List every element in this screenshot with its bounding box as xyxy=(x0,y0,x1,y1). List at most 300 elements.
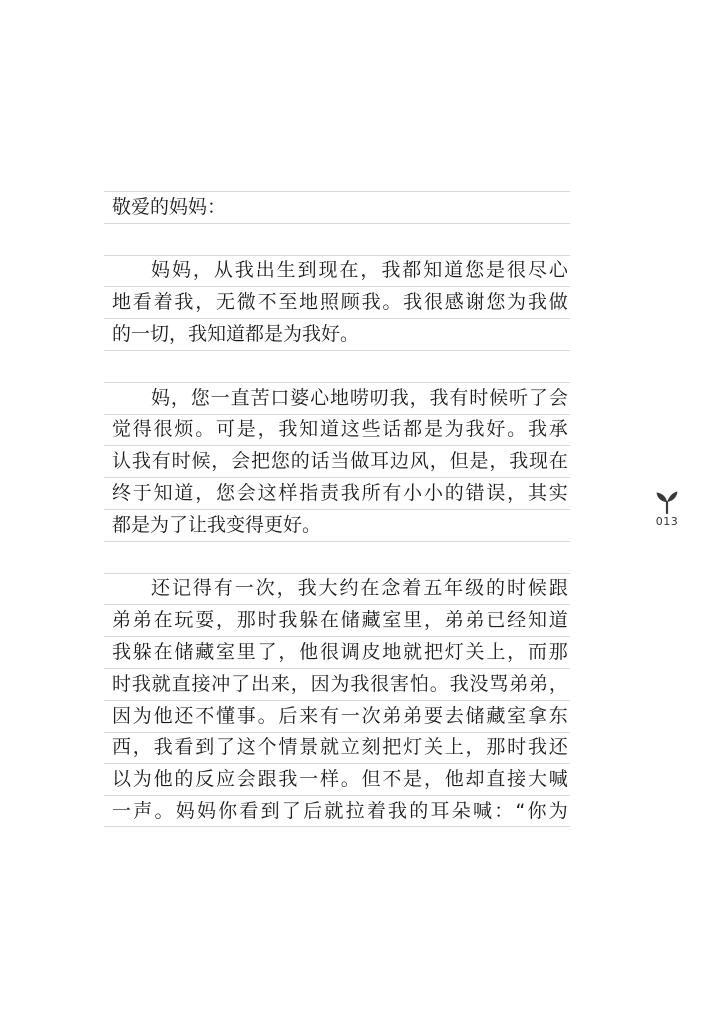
text-line xyxy=(104,382,570,414)
letter-body xyxy=(104,191,570,827)
glyph: 话 xyxy=(310,450,330,473)
glyph: 我 xyxy=(278,768,298,791)
glyph: 我 xyxy=(112,641,132,664)
glyph: 就 xyxy=(151,672,171,695)
sprout-icon xyxy=(654,490,680,514)
glyph: 看 xyxy=(239,799,259,822)
glyph: 跟 xyxy=(257,768,277,791)
glyph: 唠 xyxy=(349,386,369,409)
glyph: 把 xyxy=(382,736,402,759)
glyph: 时 xyxy=(112,672,132,695)
glyph: 弟 xyxy=(382,704,402,727)
glyph: 有 xyxy=(449,386,469,409)
glyph: 地 xyxy=(299,291,319,314)
glyph: 于 xyxy=(132,482,152,505)
glyph: 在 xyxy=(548,450,568,473)
glyph: 还 xyxy=(548,736,568,759)
glyph: ， xyxy=(278,641,298,664)
glyph: 储 xyxy=(174,641,194,664)
glyph: 可 xyxy=(215,418,235,441)
glyph: ， xyxy=(195,482,215,505)
glyph: 的 xyxy=(486,577,506,600)
glyph: 藏 xyxy=(361,609,381,632)
glyph: 出 xyxy=(255,259,275,282)
glyph: 感 xyxy=(444,291,464,314)
glyph: 你 xyxy=(527,799,547,822)
glyph: 应 xyxy=(215,768,235,791)
glyph: 后 xyxy=(303,799,323,822)
page-folio xyxy=(652,490,682,528)
glyph: 些 xyxy=(361,418,381,441)
glyph: 。 xyxy=(154,799,174,822)
glyph: ， xyxy=(465,736,485,759)
glyph: 实 xyxy=(548,482,568,505)
glyph: 您 xyxy=(465,259,485,282)
glyph: 为 xyxy=(507,291,527,314)
glyph: 一 xyxy=(340,704,360,727)
glyph: 了 xyxy=(215,736,235,759)
glyph: 是 xyxy=(236,418,256,441)
glyph: 会 xyxy=(548,386,568,409)
glyph: 耍 xyxy=(195,609,215,632)
glyph: 直 xyxy=(486,768,506,791)
text-line xyxy=(104,255,570,287)
glyph: 一 xyxy=(299,768,319,791)
glyph: 一 xyxy=(234,577,254,600)
glyph: 而 xyxy=(527,641,547,664)
glyph: 误 xyxy=(486,482,506,505)
glyph: 皮 xyxy=(361,641,381,664)
glyph: 他 xyxy=(444,768,464,791)
glyph: 次 xyxy=(255,577,275,600)
glyph: 去 xyxy=(444,704,464,727)
glyph: 我 xyxy=(234,259,254,282)
glyph: 但 xyxy=(449,450,469,473)
glyph: 直 xyxy=(230,386,250,409)
glyph: ， xyxy=(409,386,429,409)
glyph: 关 xyxy=(423,736,443,759)
glyph: 室 xyxy=(382,609,402,632)
glyph: 后 xyxy=(278,704,298,727)
text-line xyxy=(104,795,570,827)
glyph: 您 xyxy=(486,291,506,314)
glyph: 的 xyxy=(290,450,310,473)
glyph: 的 xyxy=(444,482,464,505)
glyph: 来 xyxy=(299,704,319,727)
glyph: 做 xyxy=(548,291,568,314)
glyph: 指 xyxy=(299,482,319,505)
glyph: 上 xyxy=(486,641,506,664)
glyph: ， xyxy=(170,386,190,409)
glyph: 很 xyxy=(423,291,443,314)
glyph: 次 xyxy=(361,704,381,727)
glyph: 我 xyxy=(350,672,370,695)
glyph: ， xyxy=(548,672,568,695)
glyph: 话 xyxy=(382,418,402,441)
glyph: 不 xyxy=(382,768,402,791)
glyph: 从 xyxy=(213,259,233,282)
glyph: 西 xyxy=(112,736,132,759)
glyph: 我 xyxy=(340,482,360,505)
glyph: 念 xyxy=(381,577,401,600)
glyph: 懂 xyxy=(215,704,235,727)
glyph: 还 xyxy=(151,577,171,600)
glyph: 在 xyxy=(360,577,380,600)
glyph: 室 xyxy=(507,704,527,727)
glyph: 到 xyxy=(297,259,317,282)
glyph: 有 xyxy=(319,704,339,727)
blank-line xyxy=(104,350,570,382)
text-line xyxy=(104,445,570,477)
glyph: 我 xyxy=(297,577,317,600)
glyph: 都 xyxy=(403,418,423,441)
glyph: ， xyxy=(192,259,212,282)
glyph: 那 xyxy=(548,641,568,664)
glyph: 这 xyxy=(236,736,256,759)
glyph: 了 xyxy=(257,641,277,664)
glyph: 不 xyxy=(195,704,215,727)
glyph: 调 xyxy=(340,641,360,664)
glyph: 我 xyxy=(388,799,408,822)
glyph: 弟 xyxy=(444,609,464,632)
glyph: ， xyxy=(423,609,443,632)
glyph: 我 xyxy=(361,291,381,314)
glyph: 那 xyxy=(236,609,256,632)
glyph: 地 xyxy=(330,386,350,409)
glyph: 心 xyxy=(548,259,568,282)
glyph: 着 xyxy=(402,577,422,600)
text-line xyxy=(104,732,570,764)
glyph: 很 xyxy=(506,259,526,282)
glyph: 出 xyxy=(251,672,271,695)
glyph: 跟 xyxy=(548,577,568,600)
glyph: 事 xyxy=(236,704,256,727)
glyph: 弟 xyxy=(112,609,132,632)
glyph: 在 xyxy=(153,641,173,664)
glyph: 终 xyxy=(112,482,132,505)
glyph: 到 xyxy=(260,799,280,822)
glyph: 拉 xyxy=(345,799,365,822)
glyph: 个 xyxy=(257,736,277,759)
glyph: 道 xyxy=(174,482,194,505)
glyph: 我 xyxy=(527,291,547,314)
glyph: 道 xyxy=(548,609,568,632)
glyph: 接 xyxy=(507,768,527,791)
glyph: 我 xyxy=(131,672,151,695)
glyph: 的 xyxy=(409,799,429,822)
glyph: 。 xyxy=(257,704,277,727)
glyph: 约 xyxy=(339,577,359,600)
glyph: 责 xyxy=(319,482,339,505)
glyph: 到 xyxy=(195,736,215,759)
glyph: 情 xyxy=(278,736,298,759)
glyph: 我 xyxy=(449,672,469,695)
glyph: 现 xyxy=(318,259,338,282)
glyph: 做 xyxy=(350,450,370,473)
glyph: 弟 xyxy=(403,704,423,727)
glyph: 无 xyxy=(215,291,235,314)
glyph: 至 xyxy=(278,291,298,314)
glyph: 耳 xyxy=(430,799,450,822)
glyph: 因 xyxy=(310,672,330,695)
glyph: 是 xyxy=(423,418,443,441)
glyph: 认 xyxy=(112,450,132,473)
glyph: 把 xyxy=(251,450,271,473)
glyph: 样 xyxy=(319,768,339,791)
glyph: 有 xyxy=(151,450,171,473)
glyph: 尽 xyxy=(527,259,547,282)
glyph: ， xyxy=(507,482,527,505)
glyph: 。 xyxy=(195,418,215,441)
glyph: 。 xyxy=(429,672,449,695)
glyph: 不 xyxy=(257,291,277,314)
glyph: 景 xyxy=(299,736,319,759)
glyph: 您 xyxy=(215,482,235,505)
glyph: 躲 xyxy=(299,609,319,632)
glyph: 害 xyxy=(390,672,410,695)
glyph: 地 xyxy=(382,641,402,664)
glyph: 。 xyxy=(382,291,402,314)
glyph: 烦 xyxy=(174,418,194,441)
glyph: 这 xyxy=(340,418,360,441)
glyph: 接 xyxy=(191,672,211,695)
glyph: 东 xyxy=(548,704,568,727)
glyph: ， xyxy=(276,577,296,600)
glyph: 我 xyxy=(527,418,547,441)
glyph: ， xyxy=(507,641,527,664)
glyph: 经 xyxy=(507,609,527,632)
page-number: 013 xyxy=(655,515,679,528)
glyph: 看 xyxy=(132,291,152,314)
glyph: 里 xyxy=(236,641,256,664)
glyph: 声 xyxy=(133,799,153,822)
glyph: 为 xyxy=(132,704,152,727)
glyph: 谢 xyxy=(465,291,485,314)
glyph: 很 xyxy=(370,672,390,695)
glyph: 一 xyxy=(112,799,132,822)
glyph: 但 xyxy=(361,768,381,791)
glyph: 这 xyxy=(257,482,277,505)
glyph: 时 xyxy=(506,577,526,600)
glyph: 承 xyxy=(548,418,568,441)
glyph: 我 xyxy=(429,386,449,409)
glyph: 妈 xyxy=(175,799,195,822)
glyph: 大 xyxy=(527,768,547,791)
blank-line xyxy=(104,541,570,573)
glyph: 躲 xyxy=(132,641,152,664)
glyph: 就 xyxy=(319,736,339,759)
glyph: 为 xyxy=(330,672,350,695)
glyph: 口 xyxy=(270,386,290,409)
glyph: 他 xyxy=(153,704,173,727)
text-line xyxy=(104,604,570,636)
glyph: 了 xyxy=(281,799,301,822)
glyph: 喊 xyxy=(548,768,568,791)
glyph: 很 xyxy=(153,418,173,441)
glyph: 风 xyxy=(409,450,429,473)
blank-line xyxy=(104,223,570,255)
glyph: 关 xyxy=(465,641,485,664)
glyph: ， xyxy=(195,291,215,314)
glyph: 为 xyxy=(548,799,568,822)
glyph: 错 xyxy=(465,482,485,505)
glyph: 您 xyxy=(270,450,290,473)
glyph: 弟 xyxy=(529,672,549,695)
glyph: 好 xyxy=(486,418,506,441)
glyph: 所 xyxy=(361,482,381,505)
glyph: 把 xyxy=(423,641,443,664)
glyph: 得 xyxy=(192,577,212,600)
glyph: 级 xyxy=(465,577,485,600)
glyph: 我 xyxy=(131,450,151,473)
text-line xyxy=(104,700,570,732)
glyph: 的 xyxy=(174,768,194,791)
glyph: 年 xyxy=(444,577,464,600)
text-line xyxy=(104,477,570,509)
glyph: 照 xyxy=(319,291,339,314)
glyph: 大 xyxy=(318,577,338,600)
glyph: 道 xyxy=(444,259,464,282)
glyph: 样 xyxy=(278,482,298,505)
glyph: 没 xyxy=(469,672,489,695)
glyph: 是 xyxy=(403,768,423,791)
glyph: 以 xyxy=(112,768,132,791)
glyph: 怕 xyxy=(409,672,429,695)
glyph: 储 xyxy=(340,609,360,632)
glyph: 其 xyxy=(527,482,547,505)
glyph: 我 xyxy=(278,418,298,441)
glyph: 时 xyxy=(171,450,191,473)
glyph: 已 xyxy=(486,609,506,632)
glyph: ， xyxy=(423,768,443,791)
glyph: 一 xyxy=(210,386,230,409)
glyph: 弟 xyxy=(465,609,485,632)
text-line xyxy=(104,763,570,795)
glyph: 有 xyxy=(213,577,233,600)
glyph: 我 xyxy=(153,736,173,759)
glyph: ， xyxy=(429,450,449,473)
glyph: 刻 xyxy=(361,736,381,759)
glyph: ， xyxy=(215,609,235,632)
glyph: 拿 xyxy=(527,704,547,727)
glyph: 觉 xyxy=(112,418,132,441)
glyph: 。 xyxy=(507,418,527,441)
text-line xyxy=(104,414,570,446)
glyph: 妈 xyxy=(151,386,171,409)
glyph: 弟 xyxy=(509,672,529,695)
glyph: 地 xyxy=(112,291,132,314)
glyph: 藏 xyxy=(195,641,215,664)
glyph: 你 xyxy=(218,799,238,822)
glyph: 微 xyxy=(236,291,256,314)
glyph: 顾 xyxy=(340,291,360,314)
glyph: 我 xyxy=(403,291,423,314)
glyph: 灯 xyxy=(444,641,464,664)
glyph: 就 xyxy=(403,641,423,664)
glyph: 苦 xyxy=(250,386,270,409)
glyph: 我 xyxy=(465,418,485,441)
glyph: 候 xyxy=(489,386,509,409)
glyph: 玩 xyxy=(174,609,194,632)
glyph: 我 xyxy=(278,609,298,632)
salutation: 敬爱的妈妈： xyxy=(112,195,227,218)
glyph: 时 xyxy=(507,736,527,759)
glyph: 那 xyxy=(486,736,506,759)
glyph: 着 xyxy=(366,799,386,822)
text-line xyxy=(104,573,570,605)
line-text: 的一切，我知道都是为我好。 xyxy=(112,323,360,346)
glyph: 时 xyxy=(257,609,277,632)
glyph: 着 xyxy=(153,291,173,314)
glyph: 知 xyxy=(423,259,443,282)
glyph: 我 xyxy=(174,291,194,314)
glyph: 在 xyxy=(339,259,359,282)
glyph: 。 xyxy=(340,768,360,791)
glyph: 五 xyxy=(423,577,443,600)
glyph: ， xyxy=(211,450,231,473)
glyph: 来 xyxy=(270,672,290,695)
glyph: 在 xyxy=(153,609,173,632)
glyph: 耳 xyxy=(370,450,390,473)
glyph: 候 xyxy=(191,450,211,473)
glyph: 现 xyxy=(529,450,549,473)
glyph: 叨 xyxy=(369,386,389,409)
line-text: 都是为了让我变得更好。 xyxy=(112,513,322,536)
salutation-line xyxy=(104,191,570,223)
glyph: 是 xyxy=(469,450,489,473)
glyph: 反 xyxy=(195,768,215,791)
glyph: 生 xyxy=(276,259,296,282)
glyph: 妈 xyxy=(196,799,216,822)
glyph: 储 xyxy=(465,704,485,727)
glyph: 就 xyxy=(324,799,344,822)
glyph: 妈 xyxy=(171,259,191,282)
glyph: 婆 xyxy=(290,386,310,409)
glyph: 藏 xyxy=(486,704,506,727)
glyph: 候 xyxy=(527,577,547,600)
glyph: 了 xyxy=(231,672,251,695)
glyph: 会 xyxy=(236,768,256,791)
glyph: 里 xyxy=(403,609,423,632)
glyph: 得 xyxy=(132,418,152,441)
glyph: 他 xyxy=(153,768,173,791)
glyph: 因 xyxy=(112,704,132,727)
glyph: 小 xyxy=(423,482,443,505)
glyph: 上 xyxy=(444,736,464,759)
glyph: 您 xyxy=(190,386,210,409)
glyph: 我 xyxy=(509,450,529,473)
glyph: 有 xyxy=(382,482,402,505)
glyph: 冲 xyxy=(211,672,231,695)
glyph: 是 xyxy=(486,259,506,282)
glyph: ， xyxy=(257,418,277,441)
glyph: 为 xyxy=(444,418,464,441)
glyph: 朵 xyxy=(451,799,471,822)
text-line xyxy=(104,668,570,700)
glyph: 会 xyxy=(231,450,251,473)
glyph: 记 xyxy=(171,577,191,600)
glyph: 都 xyxy=(402,259,422,282)
text-line xyxy=(104,636,570,668)
glyph: 喊 xyxy=(472,799,492,822)
glyph: 道 xyxy=(319,418,339,441)
glyph: 立 xyxy=(340,736,360,759)
glyph: 在 xyxy=(319,609,339,632)
glyph: ， xyxy=(489,450,509,473)
glyph: 知 xyxy=(299,418,319,441)
text-line xyxy=(104,509,570,541)
glyph: 为 xyxy=(132,768,152,791)
